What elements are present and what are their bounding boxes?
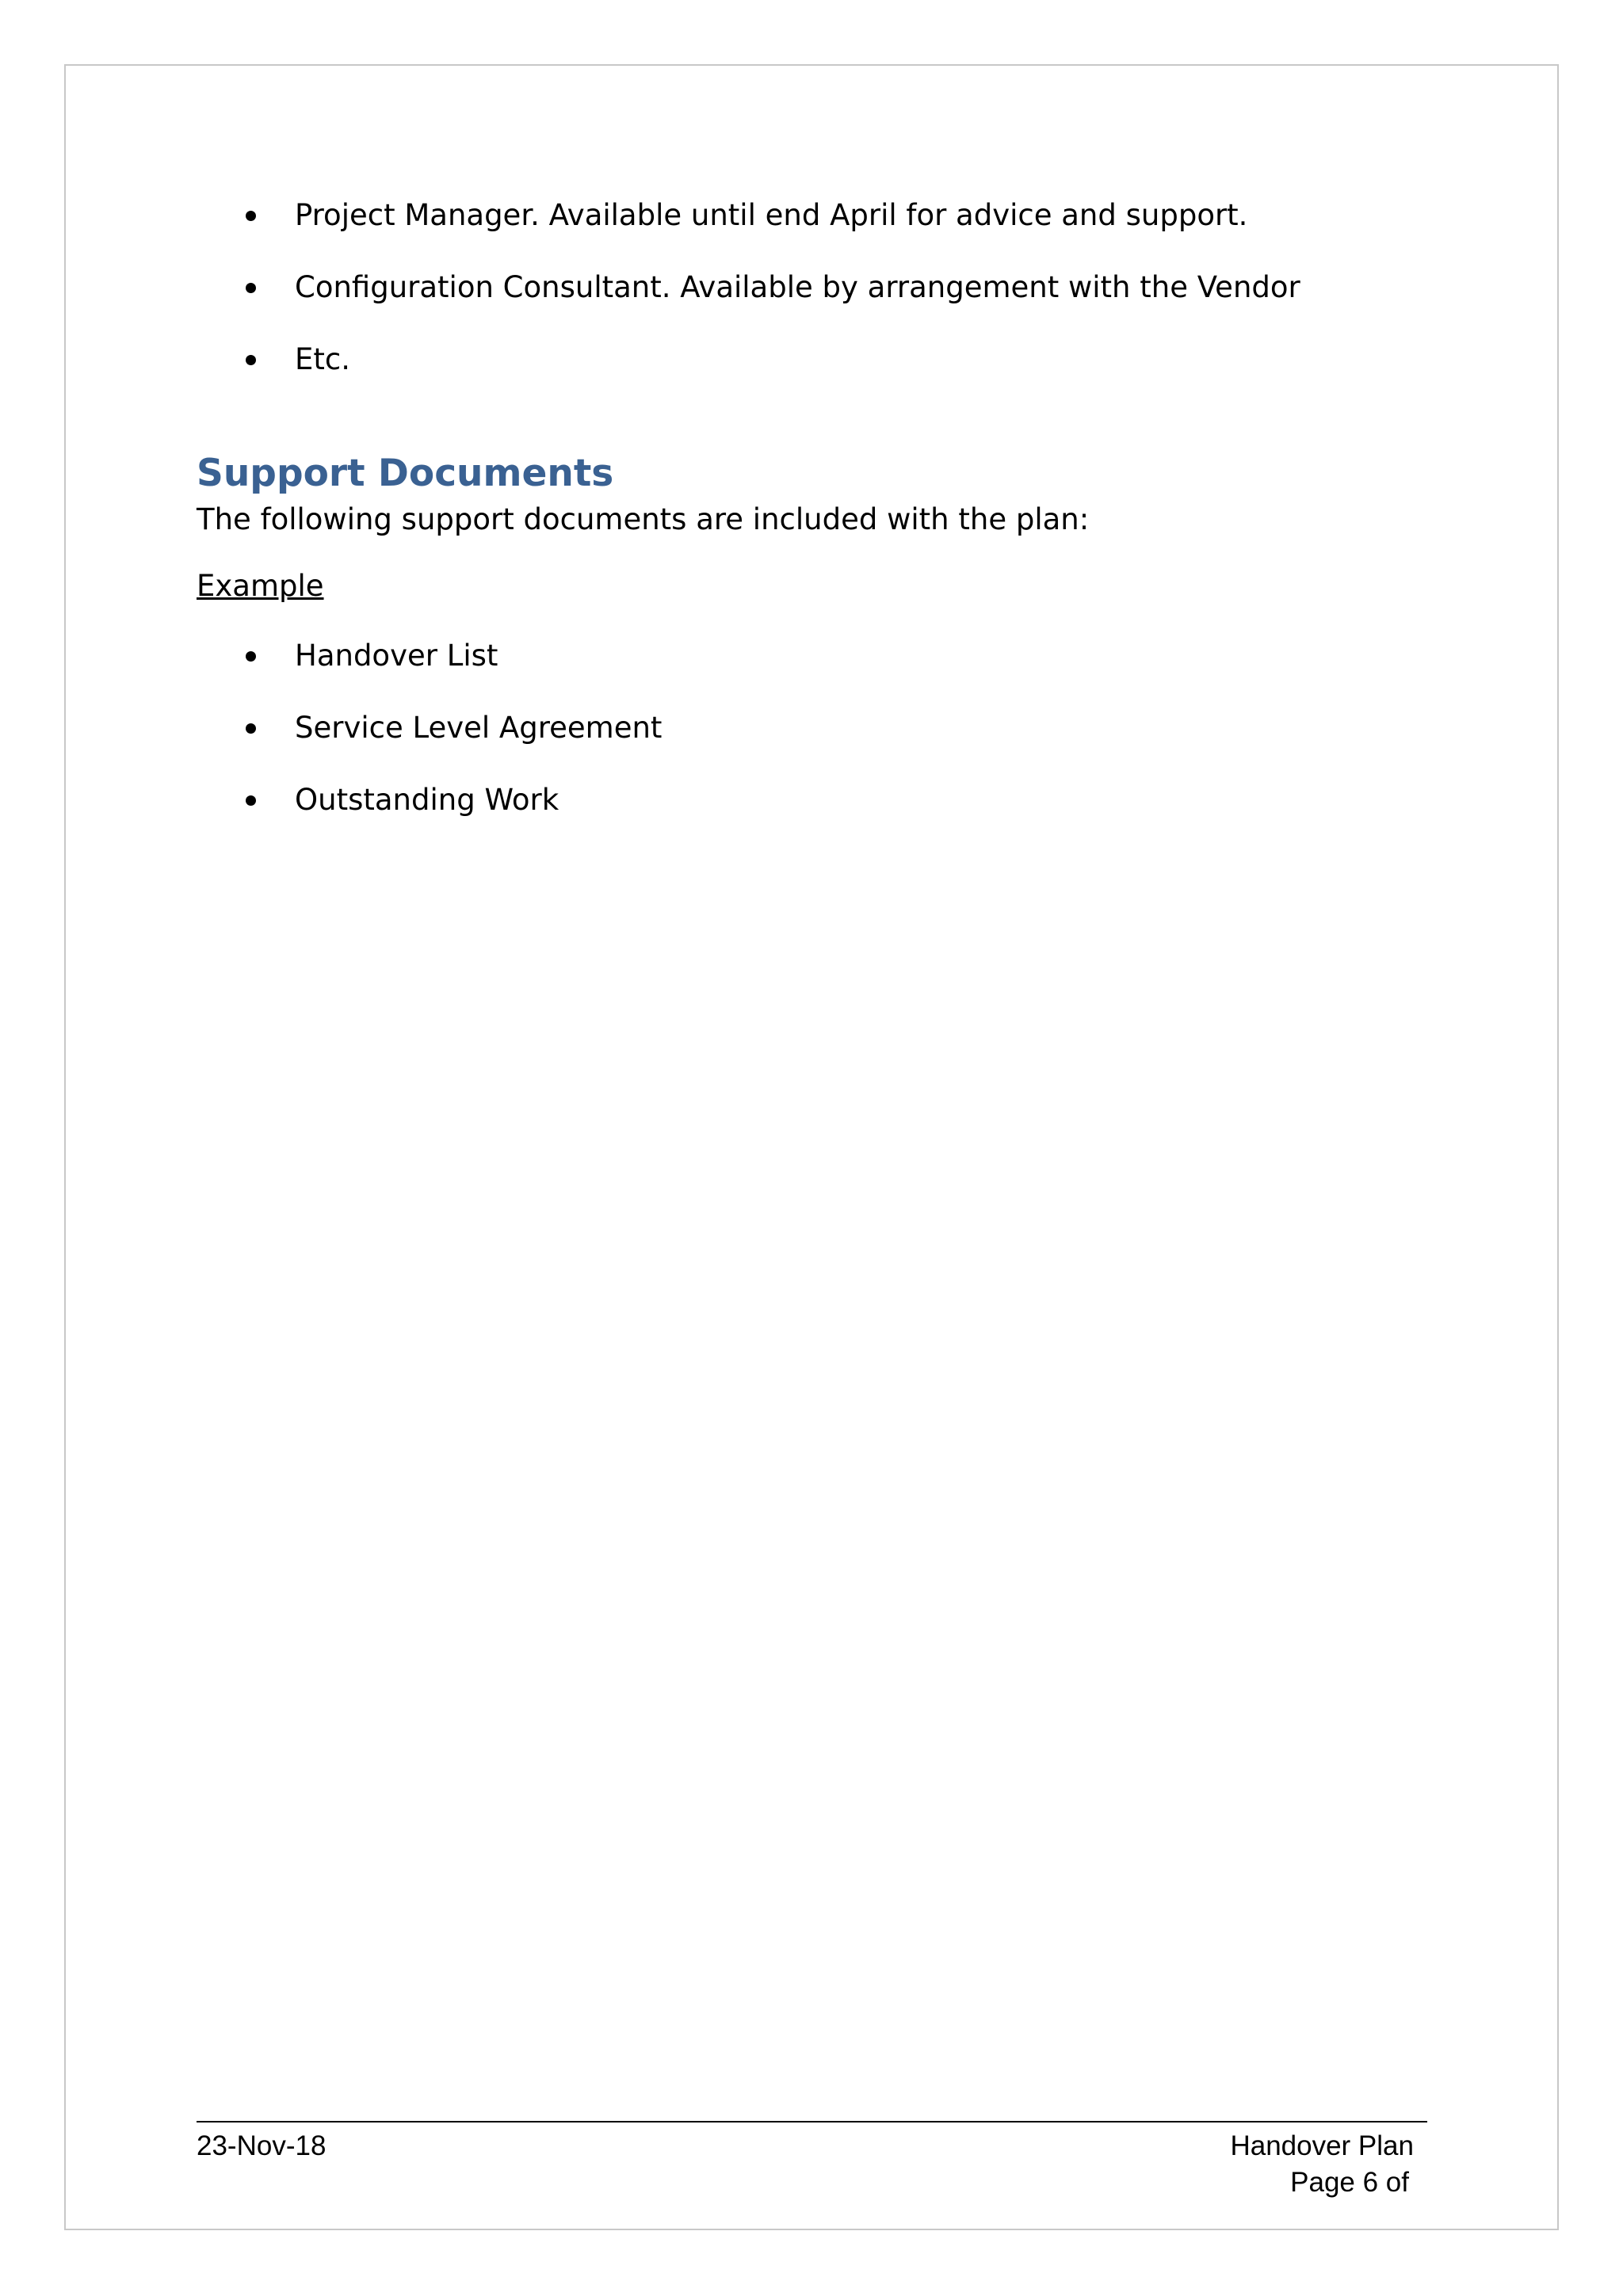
list-item-text: Project Manager. Available until end April for advice and support.	[295, 198, 1248, 232]
roles-list	[197, 198, 1300, 414]
list-item	[197, 198, 1300, 233]
list-item	[197, 639, 662, 673]
footer-date: 23-Nov-18	[197, 2130, 327, 2161]
footer-page-number: Page 6 of	[1290, 2167, 1409, 2198]
bullet-icon	[246, 355, 256, 365]
list-item-text: Configuration Consultant. Available by arrangement with the Vendor	[295, 270, 1300, 304]
list-item-text: Outstanding Work	[295, 783, 559, 817]
section-intro: The following support documents are included with the plan:	[197, 502, 1090, 536]
bullet-icon	[246, 211, 256, 221]
footer-right	[1230, 2128, 1414, 2201]
list-item-text: Service Level Agreement	[295, 711, 663, 745]
bullet-icon	[246, 723, 256, 734]
footer-doc-title: Handover Plan	[1230, 2130, 1414, 2161]
footer-divider	[197, 2121, 1427, 2122]
bullet-icon	[246, 283, 256, 293]
list-item	[197, 270, 1300, 305]
list-item	[197, 783, 662, 818]
bullet-icon	[246, 795, 256, 806]
list-item	[197, 342, 1300, 377]
list-item	[197, 711, 662, 746]
list-item-text: Etc.	[295, 342, 350, 376]
list-item-text: Handover List	[295, 639, 498, 673]
section-heading: Support Documents	[197, 452, 614, 495]
example-label: Example	[197, 569, 324, 603]
bullet-icon	[246, 651, 256, 662]
support-documents-list	[197, 639, 662, 855]
